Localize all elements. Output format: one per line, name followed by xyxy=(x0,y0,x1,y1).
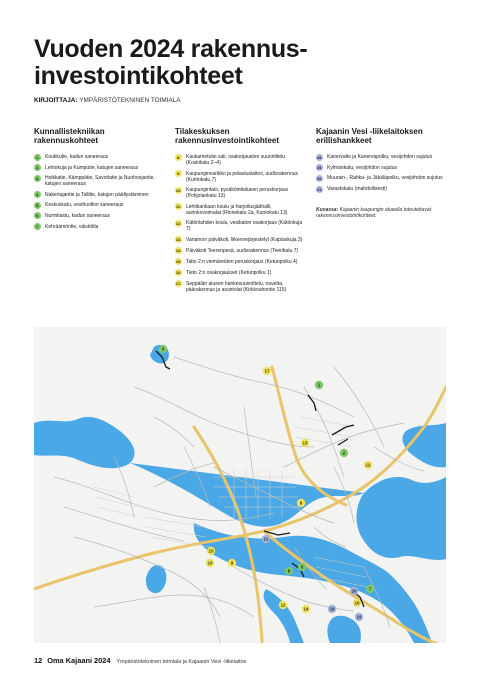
column-heading xyxy=(34,127,164,145)
marker-18 xyxy=(328,605,336,613)
marker-label: 15 xyxy=(208,548,214,554)
lake-southwest xyxy=(146,565,166,593)
item-text: Talto 2:n viemäreiden peruskorjaus (Ketunpolku 4) xyxy=(186,258,298,265)
item-text: Hoikkatie, Kämppätie, Savottatie ja Nuohoojantie, katujen saneeraus xyxy=(45,175,155,188)
caption-label: Kuvassa: xyxy=(316,206,339,213)
heading-line-1: Kunnallistekniikan xyxy=(34,127,105,136)
byline-label: KIRJOITTAJA: xyxy=(34,97,78,104)
marker-13 xyxy=(301,439,309,447)
list-item xyxy=(34,202,164,209)
list-item xyxy=(34,154,164,161)
item-text: Kylmänkatu, vesijohdon sujutus xyxy=(327,164,398,171)
marker-10 xyxy=(206,559,214,567)
list-item xyxy=(34,213,164,220)
number-badge: 18. xyxy=(316,154,323,160)
footer-source: Ympäristötekninen toimiala ja Kajaanin Vesi -liikelaitos xyxy=(116,659,247,665)
column-municipal-engineering xyxy=(34,127,164,234)
item-text: Nakertajantie ja Tallitie, katujen päällystäminen xyxy=(45,191,149,198)
number-badge: 12. xyxy=(175,220,182,226)
number-badge: 6. xyxy=(35,213,40,219)
number-badge: 17. xyxy=(175,281,182,286)
marker-16 xyxy=(353,599,361,607)
project-map xyxy=(34,327,446,643)
marker-15 xyxy=(207,547,215,555)
marker-9 xyxy=(228,559,236,567)
number-badge: 15. xyxy=(175,259,182,264)
marker-17 xyxy=(263,367,271,375)
list-item xyxy=(175,187,305,199)
marker-label: 20 xyxy=(351,588,357,594)
heading-line-2: erillishankkeet xyxy=(316,136,372,145)
column-facilities-investments xyxy=(175,127,305,297)
item-text: Muurain-, Rahka- ja Jäkäläpolku, vesijohdon sujutus xyxy=(327,175,443,182)
item-text: Keskuskatu, vesihuollon saneeraus xyxy=(45,202,124,209)
list-item xyxy=(175,248,305,255)
number-badge: 7. xyxy=(35,224,40,230)
number-badge: 4. xyxy=(35,192,40,198)
marker-6 xyxy=(285,567,293,575)
marker-label: 14 xyxy=(303,606,309,612)
number-badge: 19. xyxy=(316,165,323,171)
marker-label: 5 xyxy=(300,564,304,570)
list-item xyxy=(175,154,305,166)
list-item xyxy=(175,259,305,266)
map-graphic xyxy=(34,327,446,643)
item-text: Koukkutie, kadun saneeraus xyxy=(45,154,109,160)
list-item xyxy=(34,165,164,172)
marker-1 xyxy=(315,381,323,389)
marker-7 xyxy=(366,585,374,593)
marker-label: 21 xyxy=(263,536,269,542)
list-item xyxy=(316,186,446,193)
marker-label: 9 xyxy=(230,560,234,566)
list-item xyxy=(34,224,164,231)
marker-label: 17 xyxy=(264,368,270,374)
lake-south xyxy=(327,616,361,643)
marker-label: 11 xyxy=(280,602,286,608)
heading-line-2: rakennusinvestointikohteet xyxy=(175,136,280,145)
list-item xyxy=(175,237,305,244)
marker-label: 12 xyxy=(365,462,371,468)
number-badge: 1. xyxy=(35,154,40,160)
lake-west xyxy=(34,417,135,468)
item-text: Nurmilastu, kadun saneeraus xyxy=(45,212,111,219)
number-badge: 2. xyxy=(35,165,40,171)
item-text: Varastokatu (mahdollisesti) xyxy=(327,186,387,193)
marker-3 xyxy=(159,345,167,353)
marker-label: 8 xyxy=(299,500,303,506)
item-text: Seppälän alueen hankesuunnittelu, navetta, päärakennus ja asuntolat (Kirkkoahontie 115) xyxy=(186,280,287,293)
marker-label: 2 xyxy=(342,450,346,456)
heading-line-2: rakennuskohteet xyxy=(34,136,99,145)
number-badge: 14. xyxy=(175,248,182,253)
item-text: Lehtokuja ja Kumputie, katujen saneeraus xyxy=(45,164,139,171)
item-text: Kaupungintalo, pysäköintialueen peruskorjaus (Pohjolankatu 13) xyxy=(186,187,289,199)
marker-label: 13 xyxy=(302,440,308,446)
river-south xyxy=(264,589,304,643)
column-heading xyxy=(175,127,305,145)
marker-14 xyxy=(302,605,310,613)
item-text: Tieto 2:n osakorjaukset (Ketunpolku 1) xyxy=(186,269,272,276)
number-badge: 5. xyxy=(35,202,40,208)
marker-21 xyxy=(262,535,270,543)
marker-11 xyxy=(279,601,287,609)
list-item xyxy=(316,165,446,172)
lake-east xyxy=(357,477,447,560)
number-badge: 21. xyxy=(316,186,323,192)
item-text: Kehräämöntie, väistötila xyxy=(45,223,99,230)
list-item xyxy=(316,154,446,161)
list-item xyxy=(34,175,164,187)
byline xyxy=(34,97,181,104)
item-text: Kaukametsän sali, osakorjausten suunnittelu (Koskikatu 2–4) xyxy=(186,154,285,166)
page-footer xyxy=(34,656,246,665)
item-text: Päiväkoti Teerenpesä, uudisrakennus (Teerikatu 7) xyxy=(186,247,299,254)
marker-label: 10 xyxy=(207,560,213,566)
column-heading xyxy=(316,127,446,145)
number-badge: 16. xyxy=(175,270,182,275)
list-item xyxy=(316,175,446,182)
number-badge: 8. xyxy=(176,154,181,160)
list-item xyxy=(34,192,164,199)
title-line-1: Vuoden 2024 rakennus- xyxy=(34,35,308,63)
caption-text: Kajaanin kaupungin alueella toteutettavat rakennusinvestointikohteet. xyxy=(316,206,432,219)
marker-8 xyxy=(297,499,305,507)
title-line-2: investointikohteet xyxy=(34,62,243,90)
item-text: Kätönlahden koulu, vesikaton osakorjaus (Kätönkuja 7) xyxy=(186,220,303,232)
water-bodies xyxy=(34,345,446,643)
item-text: Vanamon päiväkoti, liikennejärjestelyt (Kaplaskuja 3) xyxy=(186,236,303,243)
number-badge: 20. xyxy=(316,175,323,181)
page-number: 12 xyxy=(34,656,43,665)
list-item xyxy=(175,204,305,216)
marker-label: 1 xyxy=(317,382,321,388)
marker-label: 7 xyxy=(368,586,372,592)
marker-label: 16 xyxy=(354,600,360,606)
heading-line-1: Tilakeskuksen xyxy=(175,127,230,136)
marker-12 xyxy=(364,461,372,469)
list-item xyxy=(175,171,305,183)
list-item xyxy=(175,281,305,293)
list-item xyxy=(175,270,305,277)
marker-2 xyxy=(340,449,348,457)
marker-5 xyxy=(298,563,306,571)
number-badge: 13. xyxy=(175,237,182,242)
byline-author: YMPÄRISTÖTEKNINEN TOIMIALA xyxy=(79,97,181,104)
marker-label: 18 xyxy=(329,606,335,612)
map-caption xyxy=(316,207,446,219)
number-badge: 10. xyxy=(175,187,182,193)
list-item xyxy=(175,220,305,232)
marker-label: 3 xyxy=(161,346,165,352)
magazine-name: Oma Kajaani 2024 xyxy=(47,656,111,665)
number-badge: 3. xyxy=(35,175,40,181)
heading-line-1: Kajaanin Vesi -liikelaitoksen xyxy=(316,127,423,136)
marker-label: 19 xyxy=(356,614,362,620)
page-title xyxy=(34,36,454,90)
marker-20 xyxy=(350,587,358,595)
item-text: Lehtikankaan koulu ja harjoitusjäähalli, aurinkovoimalat (Rinnekatu 2a, Kuntokatu 13) xyxy=(186,203,288,216)
number-badge: 11. xyxy=(175,204,182,209)
item-text: Kaupunginvarikko ja pelastuslaitos, uudisrakennus (Kuntokatu 7) xyxy=(186,170,299,183)
marker-label: 6 xyxy=(287,568,291,574)
column-water-utility-projects xyxy=(316,127,446,219)
item-text: Kanervatie ja Kanervapolku, vesijohdon sujutus xyxy=(327,154,433,160)
marker-19 xyxy=(355,613,363,621)
number-badge: 9. xyxy=(176,171,181,176)
